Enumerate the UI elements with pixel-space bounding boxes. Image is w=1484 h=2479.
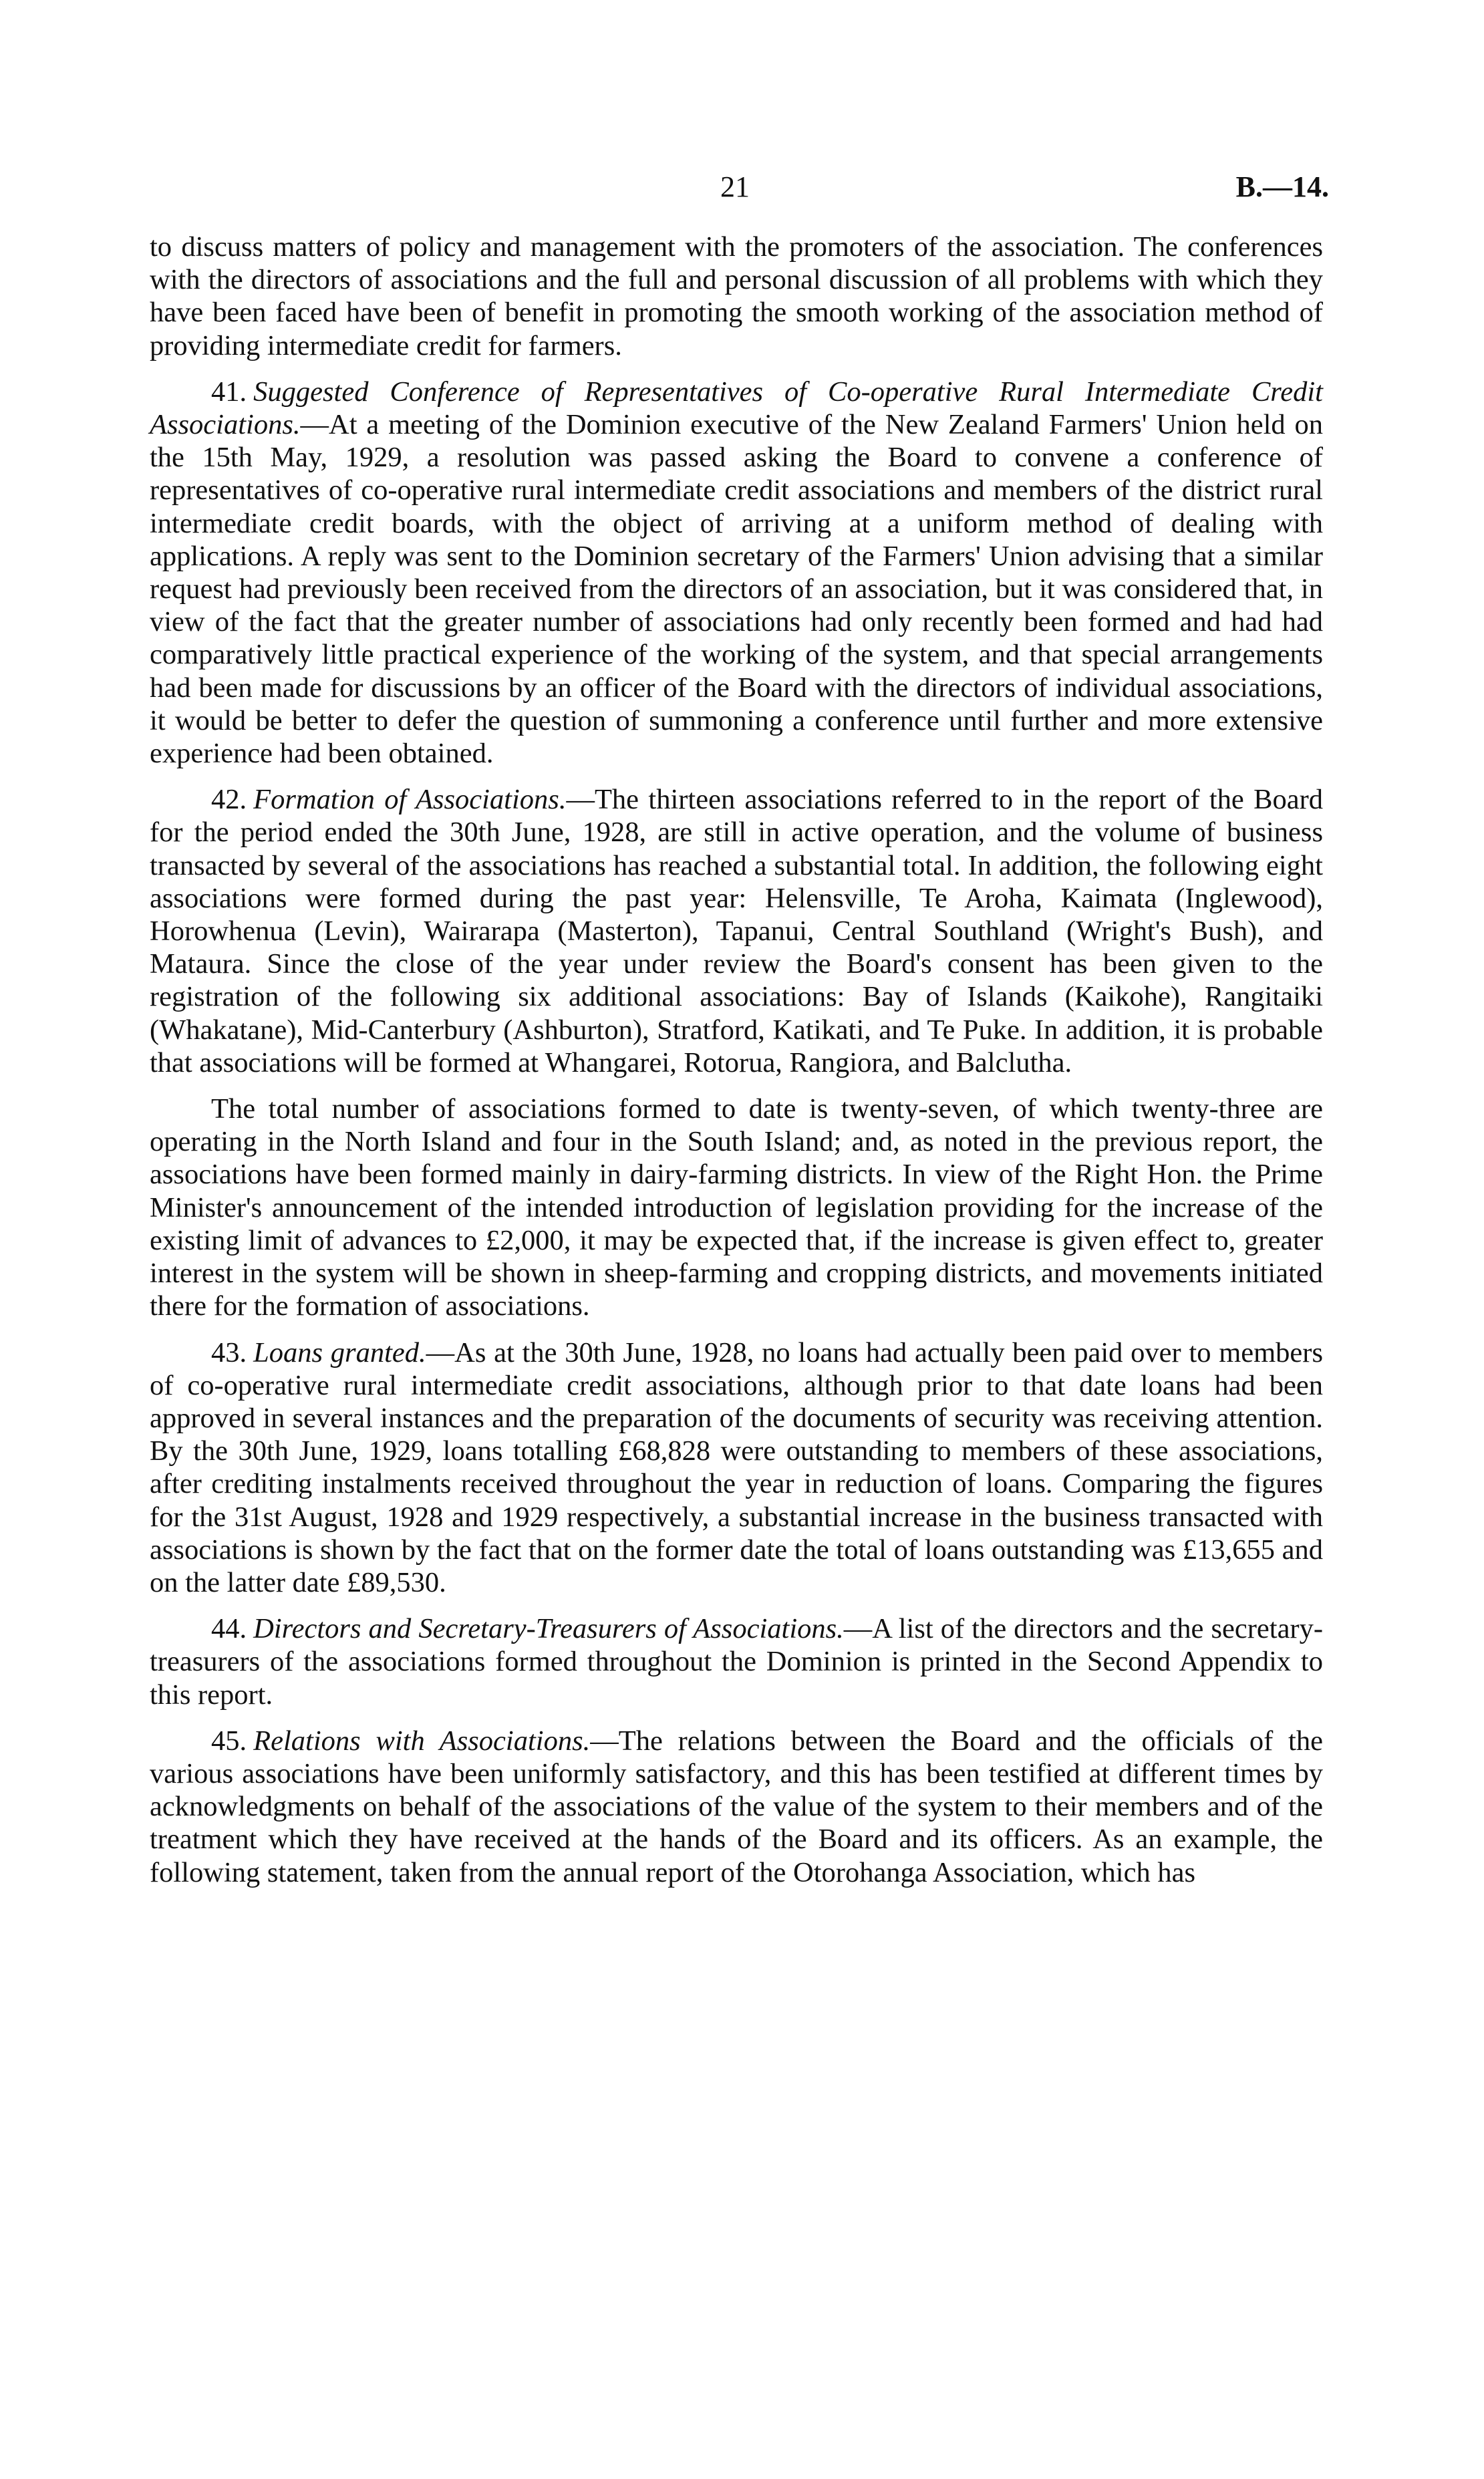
paragraph-heading: Directors and Secretary-Treasurers of Associations.: [253, 1613, 844, 1645]
paragraph-number: 41.: [211, 376, 247, 408]
paragraph-44: [150, 1612, 1323, 1711]
paragraph-number: 43.: [211, 1336, 247, 1368]
paragraph-41: [150, 376, 1323, 770]
paragraph-text: —The thirteen associations referred to in the report of the Board for the period ended the 30th June, 1928, are still in active operation, and the volume of business transacted by several of the associations has reached a substantial total. In addition, the following eight associations were formed during the past year: Helensville, Te Aroha, Kaimata (Inglewood), Horowhenua (Levin), Wairarapa (Masterton), Tapanui, Central Southland (Wright's Bush), and Mataura. Since the close of the year under review the Board's consent has been given to the registration of the following six additional associations: Bay of Islands (Kaikohe), Rangitaiki (Whakatane), Mid-Canterbury (Ashburton), Stratford, Katikati, and Te Puke. In addition, it is probable that associations will be formed at Whangarei, Rotorua, Rangiora, and Balclutha.: [150, 784, 1323, 1078]
paragraph-number: 42.: [211, 784, 247, 816]
paragraph-45: [150, 1725, 1323, 1889]
paragraph-heading: Relations with Associations.: [253, 1725, 591, 1757]
paragraph-42-continued: [150, 1092, 1323, 1322]
paragraph-heading: Suggested Conference of Representatives of Co-operative Rural Intermediate Credit Associations.: [150, 376, 1323, 441]
document-reference: B.—14.: [1235, 170, 1329, 203]
paragraph-heading: Loans granted.: [253, 1336, 426, 1368]
page-number: 21: [720, 170, 750, 203]
paragraph-heading: Formation of Associations.: [253, 784, 567, 816]
paragraph-text: —At a meeting of the Dominion executive of the New Zealand Farmers' Union held on the 15th May, 1929, a resolution was passed asking the Board to convene a conference of representatives of co-operative rural intermediate credit associations and members of the district rural intermediate credit boards, with the object of arriving at a uniform method of dealing with applications. A reply was sent to the Dominion secretary of the Farmers' Union advising that a similar request had previously been received from the directors of an association, but it was considered that, in view of the fact that the greater number of associations had only recently been formed and had had comparatively little practical experience of the working of the system, and that special arrangements had been made for discussions by an officer of the Board with the directors of individual associations, it would be better to defer the question of summoning a conference until further and more extensive experience had been obtained.: [150, 409, 1323, 770]
paragraph-text: to discuss matters of policy and management with the promoters of the association. The conferences with the directors of associations and the full and personal discussion of all problems with which they have been faced have been of benefit in promoting the smooth working of the association method of providing intermediate credit for farmers.: [150, 231, 1323, 361]
paragraph-text: —The relations between the Board and the officials of the various associations have been uniformly satisfactory, and this has been testified at different times by acknowledgments on behalf of the associations of the value of the system to their members and of the treatment which they have received at the hands of the Board and its officers. As an example, the following statement, taken from the annual report of the Otorohanga Association, which has: [150, 1725, 1323, 1888]
paragraph-continuation: [150, 231, 1323, 362]
paragraph-text: The total number of associations formed to date is twenty-seven, of which twenty-three are operating in the North Island and four in the South Island; and, as noted in the previous report, the associations have been formed mainly in dairy-farming districts. In view of the Right Hon. the Prime Minister's announcement of the intended introduction of legislation providing for the increase of the existing limit of advances to £2,000, it may be expected that, if the increase is given effect to, greater interest in the system will be shown in sheep-farming and cropping districts, and movements initiated there for the formation of associations.: [150, 1093, 1323, 1322]
paragraph-number: 45.: [211, 1725, 247, 1757]
paragraph-42: [150, 783, 1323, 1079]
paragraph-43: [150, 1336, 1323, 1600]
body-text: [150, 231, 1323, 1902]
paragraph-text: —A list of the directors and the secretary-treasurers of the associations formed throughout the Dominion is printed in the Second Appendix to this report.: [150, 1613, 1323, 1711]
paragraph-text: —As at the 30th June, 1928, no loans had actually been paid over to members of co-operative rural intermediate credit associations, although prior to that date loans had been approved in several instances and the preparation of the documents of security was receiving attention. By the 30th June, 1929, loans totalling £68,828 were outstanding to members of these associations, after crediting instalments received throughout the year in reduction of loans. Comparing the figures for the 31st August, 1928 and 1929 respectively, a substantial increase in the business transacted with associations is shown by the fact that on the former date the total of loans outstanding was £13,655 and on the latter date £89,530.: [150, 1336, 1323, 1598]
paragraph-number: 44.: [211, 1613, 247, 1645]
